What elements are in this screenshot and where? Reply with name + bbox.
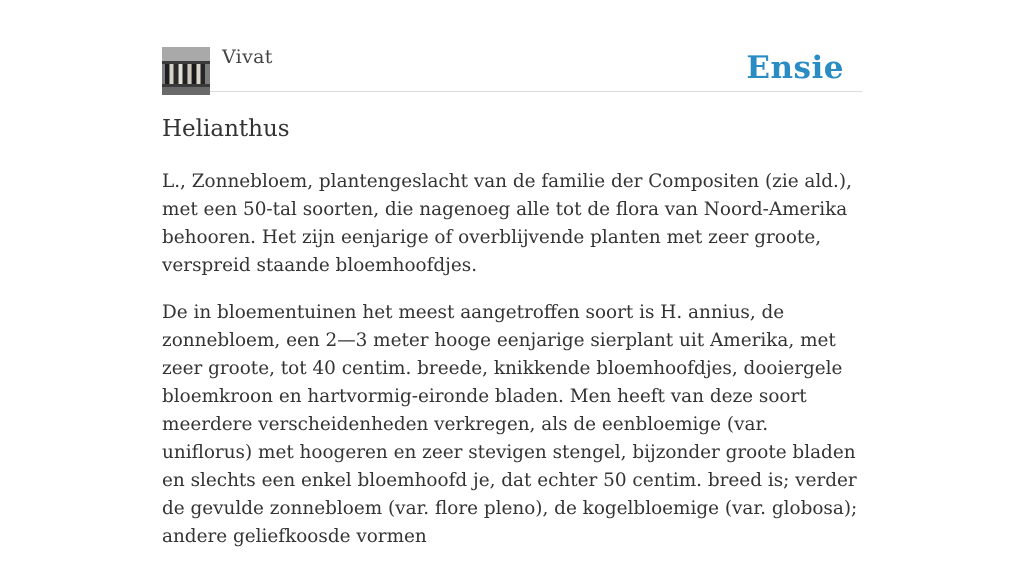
article-body — [162, 168, 862, 570]
author-name[interactable]: Vivat — [222, 46, 273, 68]
books-avatar-image — [162, 47, 210, 95]
page-container — [162, 0, 862, 547]
site-header — [162, 0, 862, 92]
author-avatar[interactable] — [162, 47, 210, 95]
article-title: Helianthus — [162, 116, 290, 142]
article-paragraph: L., Zonnebloem, plantengeslacht van de familie der Compositen (zie ald.), met een 50-tal soorten, die nagenoeg alle tot de flora van Noord-Amerika behooren. Het zijn eenjarige of overblijvende planten met zeer groote, verspreid staande bloemhoofdjes. — [162, 171, 852, 276]
brand-logo[interactable]: Ensie — [746, 50, 844, 86]
article-paragraph: De in bloementuinen het meest aangetroffen soort is H. annius, de zonnebloem, een 2—3 meter hooge eenjarige sierplant uit Amerika, met zeer groote, tot 40 centim. breede, knikkende bloemhoofdjes, dooiergele bloemkroon en hartvormig-eironde bladen. Men heeft van deze soort meerdere verscheidenheden verkregen, als de eenbloemige (var. uniflorus) met hoogeren en zeer stevigen stengel, bijzonder groote bladen en slechts een enkel bloemhoofd je, dat echter 50 centim. breed is; verder de gevulde zonnebloem (var. flore pleno), de kogelbloemige (var. globosa); andere geliefkoosde vormen — [162, 302, 858, 547]
